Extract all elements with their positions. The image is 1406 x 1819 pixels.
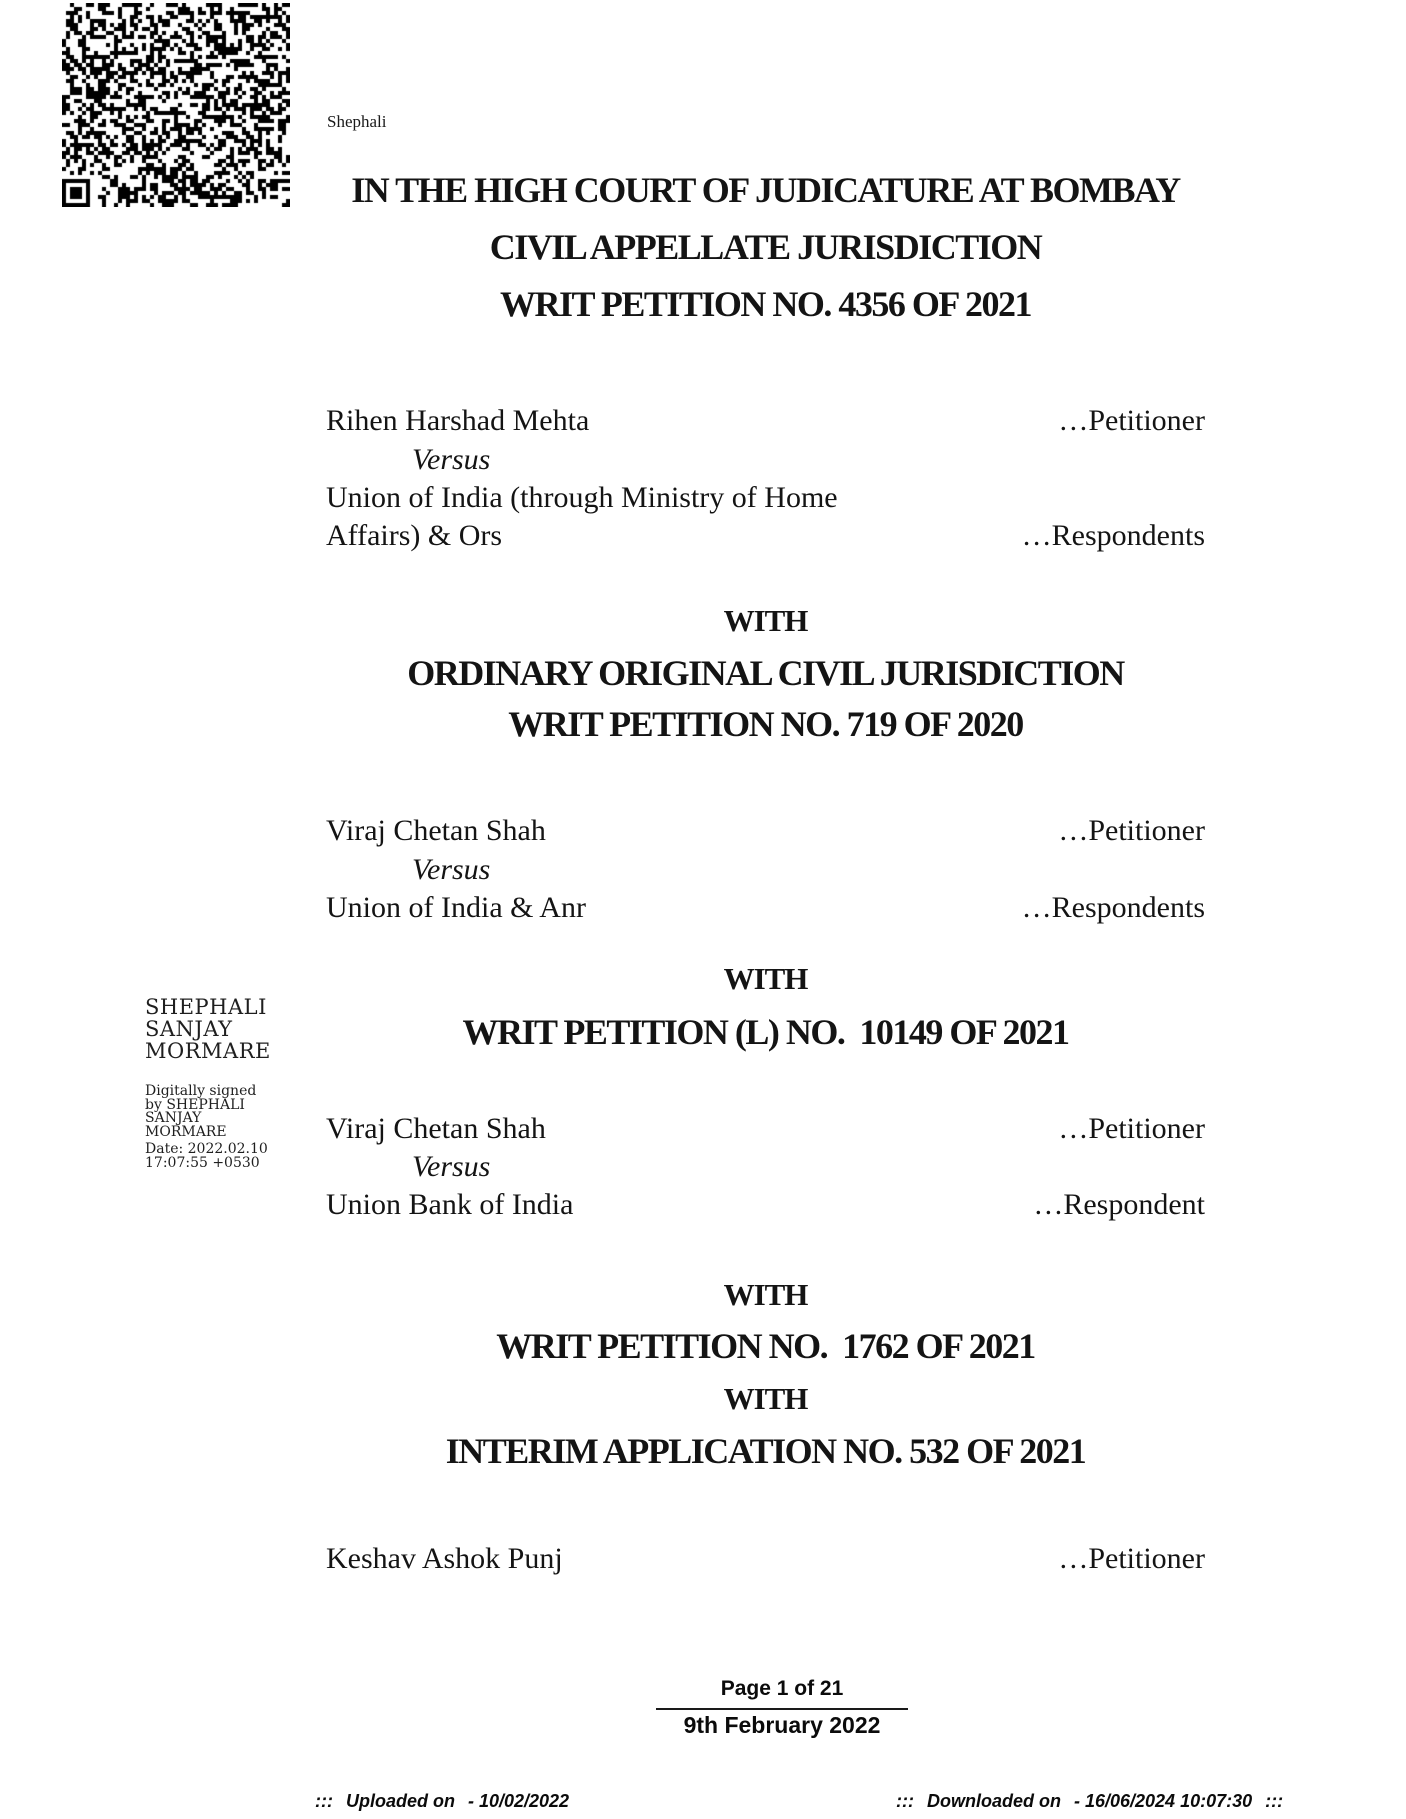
uploaded-label: Uploaded on bbox=[345, 1791, 455, 1811]
petitioner-label: …Petitioner bbox=[1058, 814, 1205, 847]
signature-date-line: Date: 2022.02.10 bbox=[145, 1141, 268, 1157]
respondent-label: …Respondent bbox=[1033, 1188, 1205, 1221]
footer-page-info: Page 1 of 21 bbox=[720, 1677, 844, 1700]
respondent-name: Union of India (through Ministry of Home bbox=[326, 481, 838, 514]
versus-label: Versus bbox=[412, 853, 491, 886]
with-label: WITH bbox=[723, 603, 808, 638]
with-label: WITH bbox=[723, 1381, 808, 1416]
stamp-label: Shephali bbox=[327, 112, 387, 131]
signature-name-line: MORMARE bbox=[145, 1039, 271, 1063]
signature-name-line: SANJAY bbox=[145, 1017, 233, 1041]
petition-number-4356: WRIT PETITION NO. 4356 OF 2021 bbox=[499, 284, 1032, 324]
with-label: WITH bbox=[723, 1277, 808, 1312]
petitioner-name: Keshav Ashok Punj bbox=[326, 1542, 563, 1575]
respondent-name: Union Bank of India bbox=[326, 1188, 574, 1221]
signature-name-line: SHEPHALI bbox=[145, 995, 267, 1019]
respondents-label: …Respondents bbox=[1021, 891, 1205, 924]
downloaded-prefix: ::: bbox=[896, 1791, 914, 1811]
case1-petitioner-row bbox=[326, 404, 1205, 438]
downloaded-suffix: ::: bbox=[1265, 1791, 1284, 1811]
petitioner-name: Rihen Harshad Mehta bbox=[326, 404, 590, 437]
signature-detail-line: SANJAY bbox=[145, 1110, 202, 1126]
petitioner-name: Viraj Chetan Shah bbox=[326, 814, 546, 847]
case3-petitioner-row bbox=[326, 1112, 1205, 1146]
with-label: WITH bbox=[723, 961, 808, 996]
petition-number-1762: WRIT PETITION NO. 1762 OF 2021 bbox=[496, 1326, 1035, 1366]
case2-respondent-row bbox=[326, 891, 1205, 925]
downloaded-value: - 16/06/2024 10:07:30 bbox=[1073, 1791, 1253, 1811]
respondents-label: …Respondents bbox=[1021, 519, 1205, 552]
uploaded-prefix: ::: bbox=[315, 1791, 333, 1811]
petition-number-719: WRIT PETITION NO. 719 OF 2020 bbox=[508, 704, 1023, 744]
digital-signature bbox=[145, 996, 271, 1170]
ooc-jurisdiction-title: ORDINARY ORIGINAL CIVIL JURISDICTION bbox=[407, 653, 1124, 693]
versus-label: Versus bbox=[412, 443, 491, 476]
case1-respondent-line2 bbox=[326, 519, 1205, 553]
footer bbox=[656, 1676, 908, 1738]
petitioner-label: …Petitioner bbox=[1058, 1112, 1205, 1145]
footer-order-date: 9th February 2022 bbox=[656, 1708, 908, 1738]
respondent-name: Union of India & Anr bbox=[326, 891, 586, 924]
jurisdiction-title: CIVIL APPELLATE JURISDICTION bbox=[489, 227, 1042, 267]
signature-time-line: 17:07:55 +0530 bbox=[145, 1154, 260, 1171]
case2-petitioner-row bbox=[326, 814, 1205, 848]
signature-detail-line: by SHEPHALI bbox=[145, 1096, 245, 1113]
petitioner-name: Viraj Chetan Shah bbox=[326, 1112, 546, 1145]
versus-label: Versus bbox=[412, 1150, 491, 1183]
petitioner-label: …Petitioner bbox=[1058, 1542, 1205, 1575]
uploaded-value: - 10/02/2022 bbox=[467, 1791, 570, 1811]
downloaded-label: Downloaded on bbox=[926, 1791, 1061, 1811]
case4-petitioner-row bbox=[326, 1542, 1205, 1576]
downloaded-on bbox=[896, 1791, 1283, 1812]
respondent-name: Affairs) & Ors bbox=[326, 519, 503, 552]
petitioner-label: …Petitioner bbox=[1058, 404, 1205, 437]
case1-respondent-line1 bbox=[326, 481, 1205, 515]
signature-detail-line: Digitally signed bbox=[145, 1083, 257, 1099]
qr-code bbox=[62, 3, 290, 207]
uploaded-on bbox=[315, 1791, 569, 1812]
petition-number-10149: WRIT PETITION (L) NO. 10149 OF 2021 bbox=[462, 1012, 1069, 1052]
court-title: IN THE HIGH COURT OF JUDICATURE AT BOMBAY bbox=[351, 170, 1180, 210]
signature-detail-line: MORMARE bbox=[145, 1123, 227, 1140]
interim-application-number: INTERIM APPLICATION NO. 532 OF 2021 bbox=[445, 1431, 1086, 1471]
case3-respondent-row bbox=[326, 1188, 1205, 1222]
